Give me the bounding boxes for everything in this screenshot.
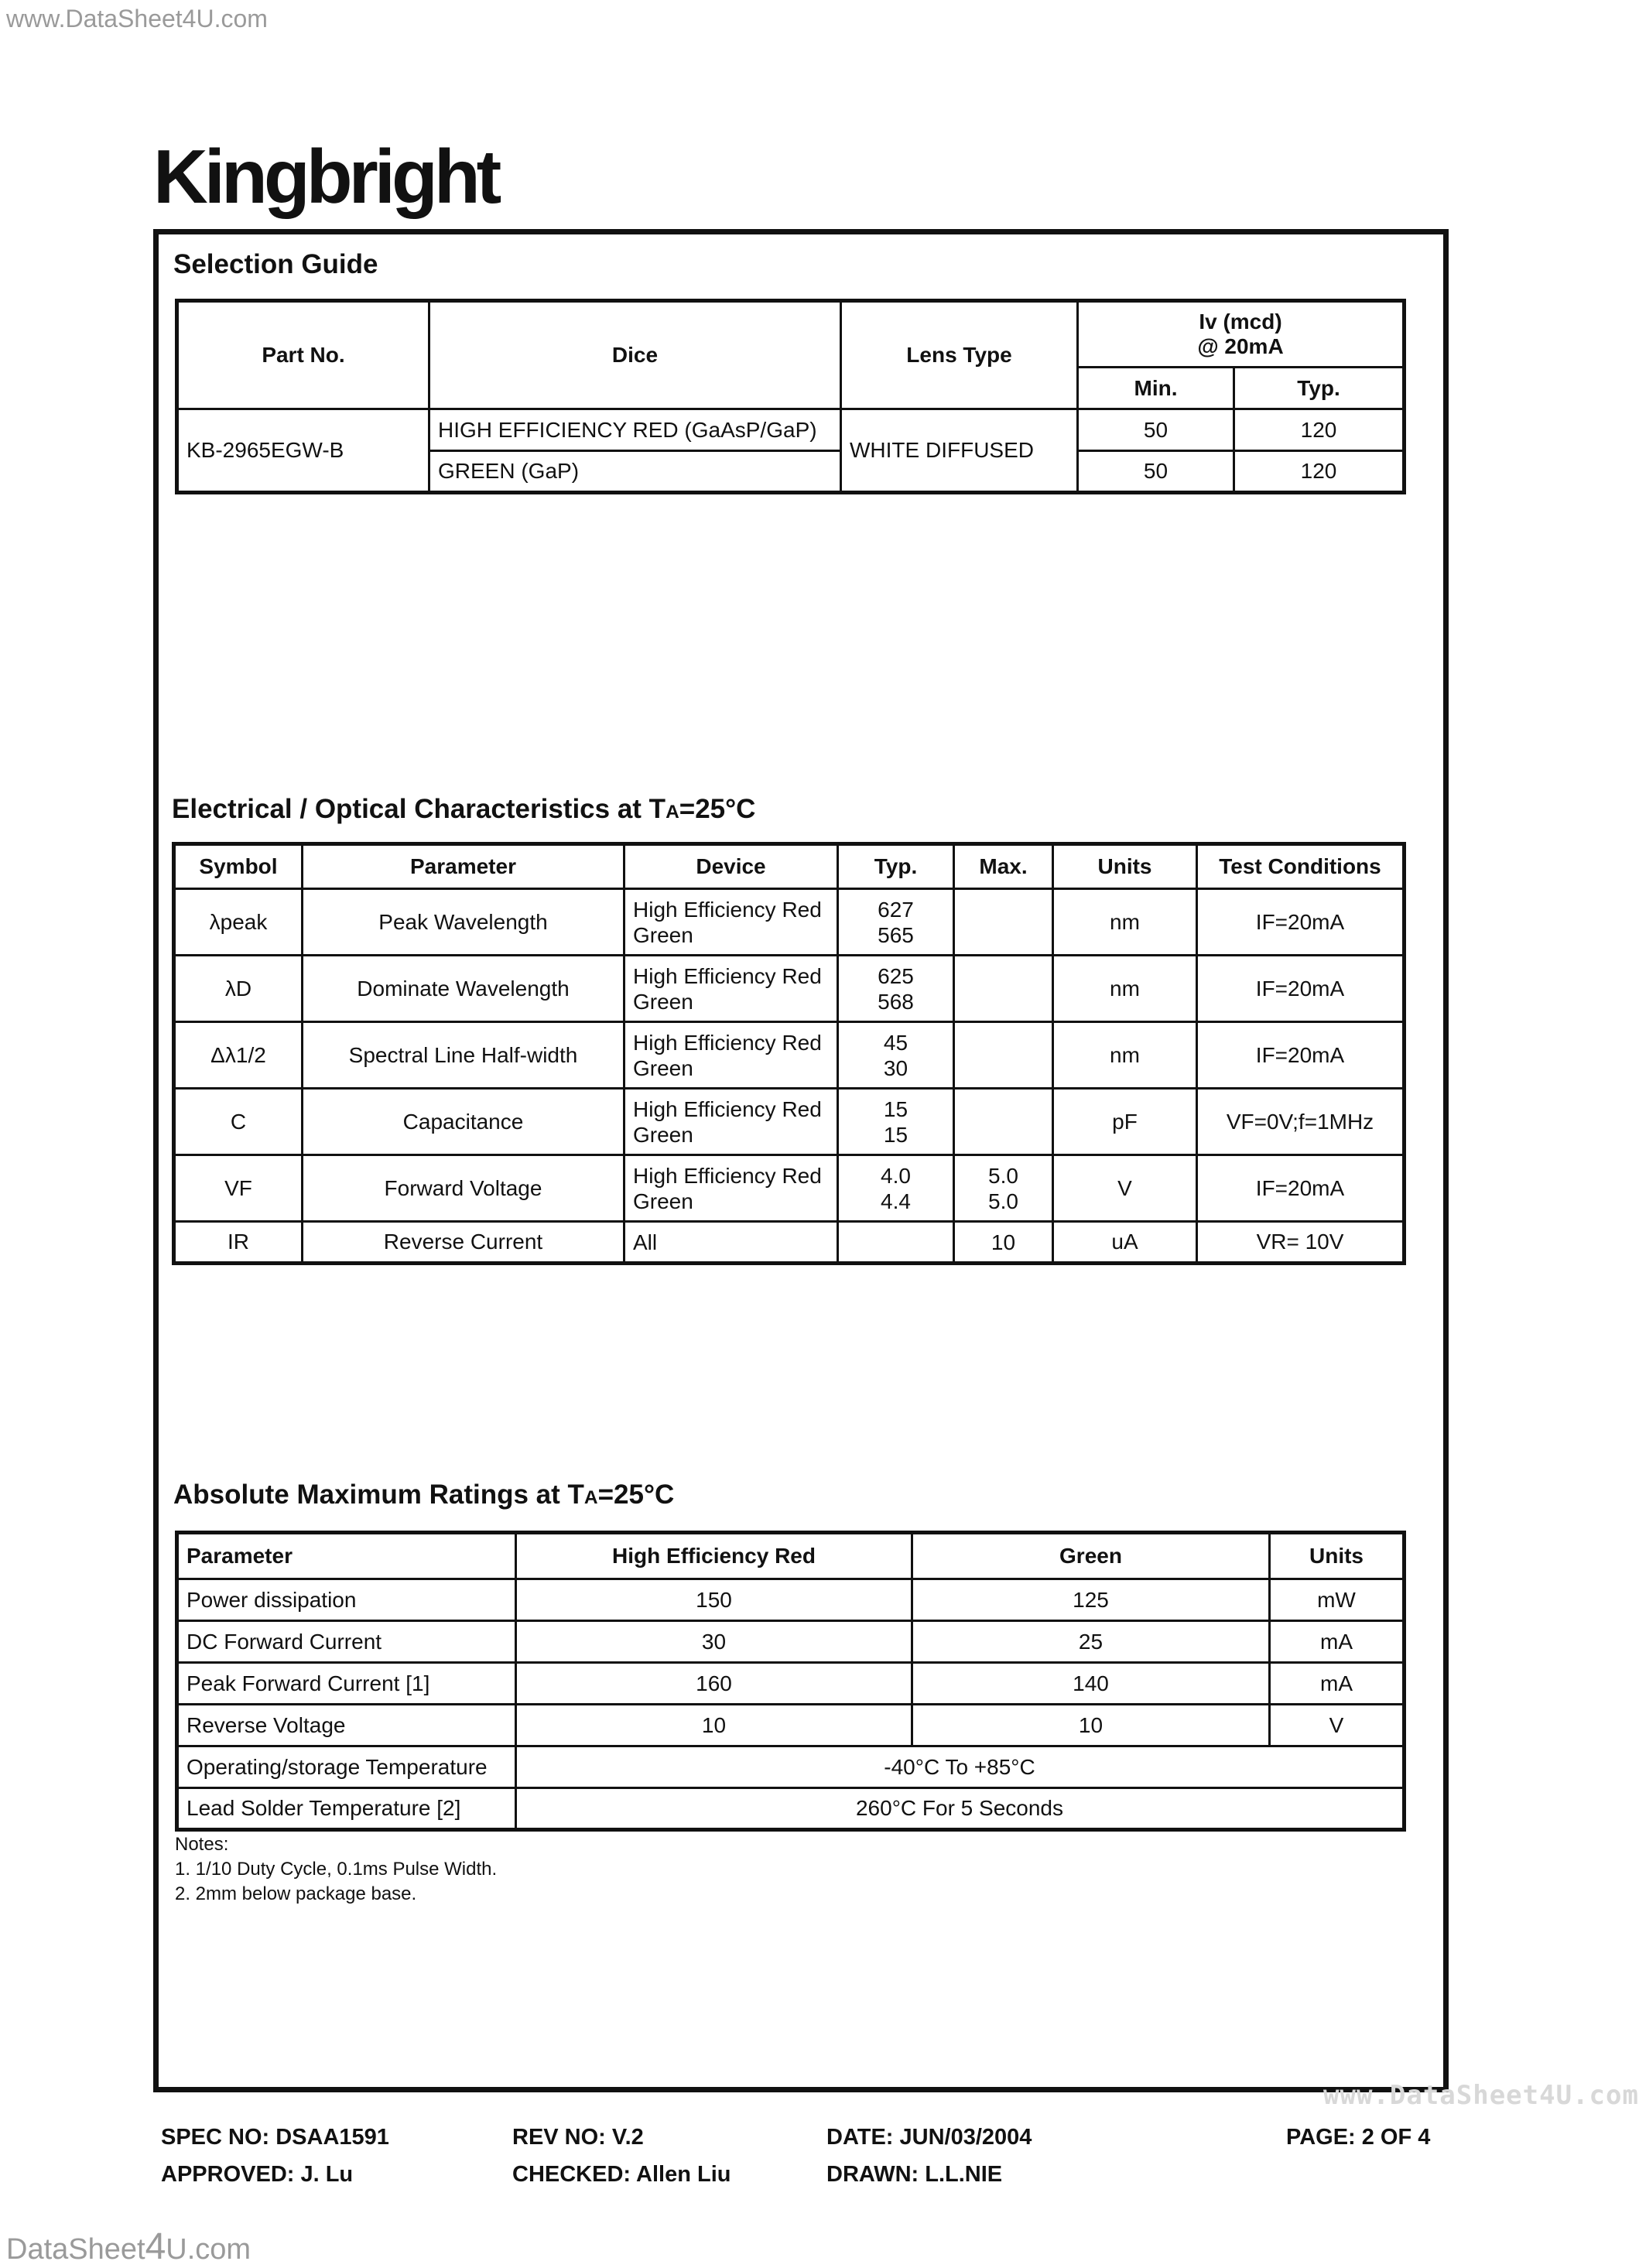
header-part-no: Part No.	[177, 301, 429, 409]
header-test-conditions: Test Conditions	[1197, 844, 1405, 889]
units-cell: nm	[1053, 956, 1197, 1022]
test-cell: VF=0V;f=1MHz	[1197, 1089, 1405, 1155]
symbol-cell: λD	[174, 956, 303, 1022]
header-typ: Typ.	[1234, 368, 1405, 409]
parameter-cell: Forward Voltage	[303, 1155, 624, 1222]
header-units: Units	[1053, 844, 1197, 889]
notes	[175, 1832, 497, 1907]
typ-cell: 45 30	[838, 1022, 954, 1089]
header-parameter: Parameter	[303, 844, 624, 889]
notes-title: Notes:	[175, 1834, 229, 1855]
watermark-bottom	[6, 2225, 251, 2268]
device-cell: High Efficiency Red Green	[624, 1022, 838, 1089]
header-min: Min.	[1078, 368, 1234, 409]
absolute-title-main: Absolute Maximum Ratings at T	[173, 1480, 584, 1510]
units-cell: V	[1053, 1155, 1197, 1222]
selection-guide-table	[175, 299, 1406, 494]
parameter-cell: Reverse Voltage	[177, 1705, 516, 1746]
green-value-cell: 10	[912, 1705, 1270, 1746]
parameter-cell: Power dissipation	[177, 1579, 516, 1621]
max-cell	[954, 889, 1053, 956]
parameter-cell: Spectral Line Half-width	[303, 1022, 624, 1089]
units-cell: nm	[1053, 1022, 1197, 1089]
electrical-table	[172, 842, 1406, 1265]
header-symbol: Symbol	[174, 844, 303, 889]
table-row	[177, 1621, 1405, 1663]
symbol-cell: VF	[174, 1155, 303, 1222]
header-lens-type: Lens Type	[841, 301, 1078, 409]
footer-approved: APPROVED: J. Lu	[161, 2162, 354, 2187]
absolute-title-subscript: A	[583, 1487, 598, 1508]
units-cell: nm	[1053, 889, 1197, 956]
table-row	[174, 956, 1405, 1022]
symbol-cell: λpeak	[174, 889, 303, 956]
symbol-cell: Δλ1/2	[174, 1022, 303, 1089]
footer-rev-no: REV NO: V.2	[512, 2125, 644, 2150]
test-cell: IF=20mA	[1197, 1155, 1405, 1222]
device-cell: All	[624, 1222, 838, 1264]
typ-cell	[838, 1222, 954, 1264]
selection-guide-title: Selection Guide	[173, 249, 378, 279]
table-row	[177, 1579, 1405, 1621]
header-max: Max.	[954, 844, 1053, 889]
her-value-cell: 10	[516, 1705, 912, 1746]
typ-cell: 627 565	[838, 889, 954, 956]
table-row	[174, 1155, 1405, 1222]
her-value-cell: 30	[516, 1621, 912, 1663]
parameter-cell: Capacitance	[303, 1089, 624, 1155]
symbol-cell: IR	[174, 1222, 303, 1264]
header-dice: Dice	[429, 301, 841, 409]
units-cell: V	[1270, 1705, 1405, 1746]
header-iv-condition: @ 20mA	[1197, 334, 1284, 358]
header-green: Green	[912, 1533, 1270, 1579]
table-row	[177, 1705, 1405, 1746]
iv-min: 50	[1078, 409, 1234, 451]
dice-name: GREEN (GaP)	[429, 451, 841, 493]
absolute-ratings-title	[173, 1480, 674, 1510]
typ-cell: 4.0 4.4	[838, 1155, 954, 1222]
parameter-cell: Lead Solder Temperature [2]	[177, 1788, 516, 1830]
brand-logo: Kingbright	[153, 134, 498, 219]
green-value-cell: 125	[912, 1579, 1270, 1621]
header-iv-unit: Iv (mcd)	[1199, 310, 1282, 334]
test-cell: VR= 10V	[1197, 1222, 1405, 1264]
parameter-cell: Peak Forward Current [1]	[177, 1663, 516, 1705]
footer-date: DATE: JUN/03/2004	[826, 2125, 1032, 2150]
solder-temperature-cell: 260°C For 5 Seconds	[516, 1788, 1405, 1830]
max-cell: 10	[954, 1222, 1053, 1264]
device-cell: High Efficiency Red Green	[624, 1155, 838, 1222]
parameter-cell: Reverse Current	[303, 1222, 624, 1264]
test-cell: IF=20mA	[1197, 1022, 1405, 1089]
iv-typ: 120	[1234, 451, 1405, 493]
absolute-ratings-table	[175, 1531, 1406, 1832]
iv-min: 50	[1078, 451, 1234, 493]
table-row	[177, 1746, 1405, 1788]
units-cell: mA	[1270, 1663, 1405, 1705]
max-cell	[954, 956, 1053, 1022]
max-cell: 5.0 5.0	[954, 1155, 1053, 1222]
iv-typ: 120	[1234, 409, 1405, 451]
dice-name: HIGH EFFICIENCY RED (GaAsP/GaP)	[429, 409, 841, 451]
watermark-top: www.DataSheet4U.com	[6, 5, 268, 32]
header-units: Units	[1270, 1533, 1405, 1579]
table-row	[174, 1222, 1405, 1264]
her-value-cell: 160	[516, 1663, 912, 1705]
parameter-cell: Peak Wavelength	[303, 889, 624, 956]
units-cell: mW	[1270, 1579, 1405, 1621]
watermark-bottom-b: 4	[145, 2226, 166, 2267]
typ-cell: 15 15	[838, 1089, 954, 1155]
table-row	[177, 1663, 1405, 1705]
header-parameter: Parameter	[177, 1533, 516, 1579]
parameter-cell: Operating/storage Temperature	[177, 1746, 516, 1788]
table-row	[177, 1788, 1405, 1830]
electrical-title-tail: =25°C	[679, 794, 756, 824]
her-value-cell: 150	[516, 1579, 912, 1621]
header-high-efficiency-red: High Efficiency Red	[516, 1533, 912, 1579]
device-cell: High Efficiency Red Green	[624, 1089, 838, 1155]
device-cell: High Efficiency Red Green	[624, 956, 838, 1022]
parameter-cell: Dominate Wavelength	[303, 956, 624, 1022]
parameter-cell: DC Forward Current	[177, 1621, 516, 1663]
electrical-title	[172, 794, 755, 825]
absolute-title-tail: =25°C	[597, 1480, 675, 1510]
green-value-cell: 25	[912, 1621, 1270, 1663]
part-number: KB-2965EGW-B	[177, 409, 429, 493]
header-iv	[1078, 301, 1405, 368]
green-value-cell: 140	[912, 1663, 1270, 1705]
lens-type: WHITE DIFFUSED	[841, 409, 1078, 493]
header-device: Device	[624, 844, 838, 889]
table-row	[177, 409, 1405, 451]
device-cell: High Efficiency Red Green	[624, 889, 838, 956]
footer-page: PAGE: 2 OF 4	[1286, 2125, 1431, 2150]
table-row	[174, 1089, 1405, 1155]
watermark-right: www.DataSheet4U.com	[1323, 2080, 1639, 2111]
footer-spec-no: SPEC NO: DSAA1591	[161, 2125, 389, 2150]
footer-drawn: DRAWN: L.L.NIE	[826, 2162, 1003, 2187]
max-cell	[954, 1089, 1053, 1155]
watermark-bottom-a: DataSheet	[6, 2233, 145, 2266]
max-cell	[954, 1022, 1053, 1089]
note-item: 2. 2mm below package base.	[175, 1883, 417, 1904]
watermark-bottom-c: U.com	[166, 2233, 251, 2266]
table-row	[174, 889, 1405, 956]
footer-checked: CHECKED: Allen Liu	[512, 2162, 731, 2187]
electrical-title-main: Electrical / Optical Characteristics at T	[172, 794, 666, 824]
test-cell: IF=20mA	[1197, 956, 1405, 1022]
header-typ: Typ.	[838, 844, 954, 889]
symbol-cell: C	[174, 1089, 303, 1155]
table-row	[174, 1022, 1405, 1089]
typ-cell: 625 568	[838, 956, 954, 1022]
test-cell: IF=20mA	[1197, 889, 1405, 956]
units-cell: mA	[1270, 1621, 1405, 1663]
units-cell: pF	[1053, 1089, 1197, 1155]
temperature-range-cell: -40°C To +85°C	[516, 1746, 1405, 1788]
note-item: 1. 1/10 Duty Cycle, 0.1ms Pulse Width.	[175, 1859, 498, 1880]
units-cell: uA	[1053, 1222, 1197, 1264]
electrical-title-subscript: A	[666, 802, 679, 823]
